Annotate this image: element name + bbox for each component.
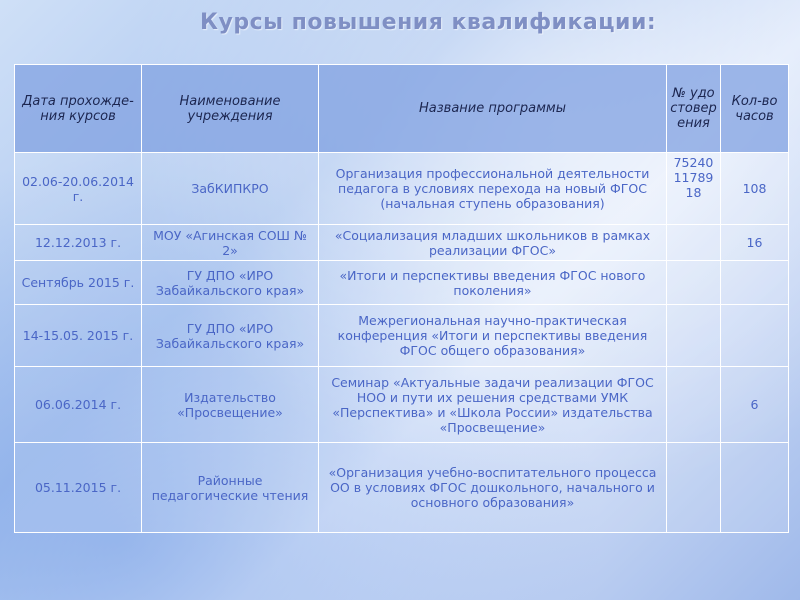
cell-certificate (667, 305, 721, 367)
cell-hours (721, 443, 789, 533)
cell-program: «Итоги и перспективы введения ФГОС нового поколения» (319, 261, 667, 305)
cell-certificate (667, 261, 721, 305)
page-title: Курсы повышения квалификации: (200, 10, 657, 35)
cell-institution: ГУ ДПО «ИРО Забайкальского края» (142, 261, 319, 305)
cell-date: 06.06.2014 г. (15, 367, 142, 443)
header-date: Дата прохожде-ния курсов (15, 65, 142, 153)
table-row (15, 367, 789, 443)
courses-table (14, 64, 789, 533)
header-institution: Наименование учреждения (142, 65, 319, 153)
cell-hours: 6 (721, 367, 789, 443)
cell-hours: 108 (721, 153, 789, 225)
cell-program: «Социализация младших школьников в рамках реализации ФГОС» (319, 225, 667, 261)
table-row (15, 153, 789, 225)
table-row (15, 443, 789, 533)
header-hours: Кол-во часов (721, 65, 789, 153)
cell-program: Организация профессиональной деятельности педагога в условиях перехода на новый ФГОС (начальная ступень образования) (319, 153, 667, 225)
table-row (15, 305, 789, 367)
cell-date: Сентябрь 2015 г. (15, 261, 142, 305)
cell-institution: ЗабКИПКРО (142, 153, 319, 225)
cell-date: 14-15.05. 2015 г. (15, 305, 142, 367)
cell-date: 12.12.2013 г. (15, 225, 142, 261)
cell-institution: Издательство «Просвещение» (142, 367, 319, 443)
table-row (15, 261, 789, 305)
table-row (15, 225, 789, 261)
cell-hours (721, 261, 789, 305)
cell-certificate: 752401178918 (667, 153, 721, 225)
cell-certificate (667, 225, 721, 261)
cell-certificate (667, 443, 721, 533)
header-program: Название программы (319, 65, 667, 153)
cell-hours (721, 305, 789, 367)
table-header-row (15, 65, 789, 153)
cell-program: «Организация учебно-воспитательного процесса ОО в условиях ФГОС дошкольного, начального и основного образования» (319, 443, 667, 533)
cell-institution: Районные педагогические чтения (142, 443, 319, 533)
cell-hours: 16 (721, 225, 789, 261)
cell-program: Межрегиональная научно-практическая конференция «Итоги и перспективы введения ФГОС общего образования» (319, 305, 667, 367)
cell-date: 02.06-20.06.2014 г. (15, 153, 142, 225)
cell-certificate (667, 367, 721, 443)
header-certificate: № удостоверения (667, 65, 721, 153)
cell-date: 05.11.2015 г. (15, 443, 142, 533)
cell-institution: ГУ ДПО «ИРО Забайкальского края» (142, 305, 319, 367)
cell-program: Семинар «Актуальные задачи реализации ФГОС НОО и пути их решения средствами УМК «Перспектива» и «Школа России» издательства «Просвещение» (319, 367, 667, 443)
cell-institution: МОУ «Агинская СОШ № 2» (142, 225, 319, 261)
